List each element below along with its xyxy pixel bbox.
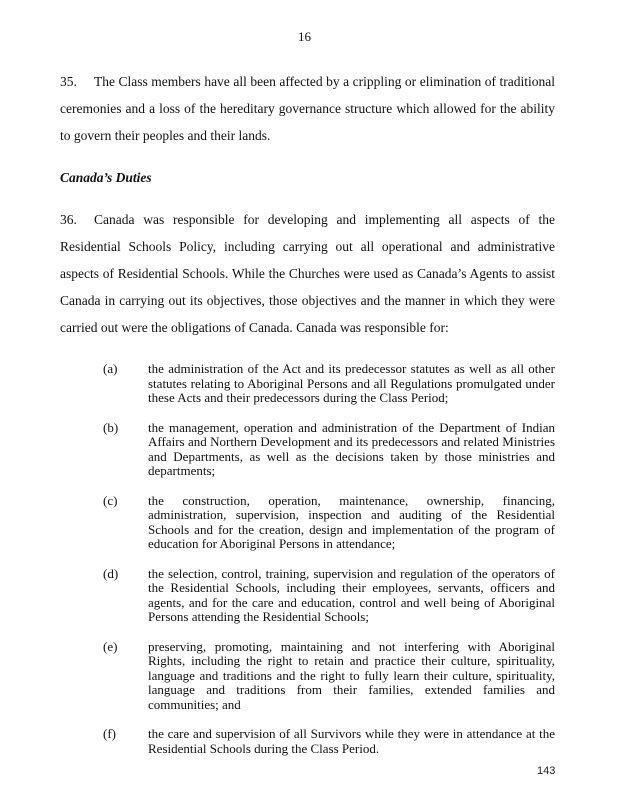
subparagraph-e [60, 640, 555, 713]
subparagraph-d-text: the selection, control, training, supervision and regulation of the operators of the Residential Schools, including their employees, servants, officers and agents, and for the care and education, control and well being of Aboriginal Persons attending the Residential Schools; [148, 565, 555, 624]
paragraph-36 [60, 206, 555, 341]
paragraph-36-text: Canada was responsible for developing and implementing all aspects of the Residential Schools Policy, including carrying out all operational and administrative aspects of Residential Schools. While the Churches were used as Canada’s Agents to assist Canada in carrying out its objectives, those objectives and the manner in which they were carried out were the obligations of Canada. Canada was responsible for: [60, 212, 555, 335]
section-heading-canadas-duties: Canada’s Duties [60, 170, 152, 185]
subparagraph-a-label: (a) [103, 361, 118, 376]
subparagraph-d [60, 567, 555, 625]
page-number-footer: 143 [537, 765, 556, 777]
paragraph-35-number: 35. [60, 74, 77, 89]
page-number-header: 16 [298, 29, 311, 44]
subparagraph-c-text: the construction, operation, maintenance, ownership, financing, administration, supervision, inspection and auditing of the Residential Schools and for the creation, design and implementation of the program of education for Aboriginal Persons in attendance; [148, 492, 555, 551]
paragraph-36-number: 36. [60, 212, 77, 227]
subparagraph-e-text: preserving, promoting, maintaining and not interfering with Aboriginal Rights, including the right to retain and practice their culture, spirituality, language and traditions and the right to fully learn their culture, spirituality, language and traditions from their families, extended families and communities; and [148, 638, 555, 712]
subparagraph-f-label: (f) [103, 726, 116, 741]
subparagraph-f-text: the care and supervision of all Survivors while they were in attendance at the Residential Schools during the Class Period. [148, 726, 555, 756]
subparagraph-e-label: (e) [103, 638, 118, 654]
subparagraph-list [60, 362, 555, 756]
subparagraph-c-label: (c) [103, 492, 118, 508]
subparagraph-d-label: (d) [103, 565, 119, 581]
subparagraph-f [60, 727, 555, 756]
paragraph-35 [60, 68, 555, 149]
subparagraph-c [60, 494, 555, 552]
subparagraph-b-label: (b) [103, 419, 119, 435]
paragraph-35-text: The Class members have all been affected by a crippling or elimination of traditional ceremonies and a loss of the hereditary governance structure which allowed for the ability to govern their peoples and their lands. [60, 74, 555, 143]
subparagraph-b [60, 421, 555, 479]
subparagraph-a [60, 362, 555, 406]
subparagraph-a-text: the administration of the Act and its predecessor statutes as well as all other statutes relating to Aboriginal Persons and all Regulations promulgated under these Acts and their predecessors during the Class Period; [148, 361, 555, 405]
subparagraph-b-text: the management, operation and administration of the Department of Indian Affairs and Northern Development and its predecessors and related Ministries and Departments, as well as the decisions taken by those ministries and departments; [148, 419, 555, 478]
